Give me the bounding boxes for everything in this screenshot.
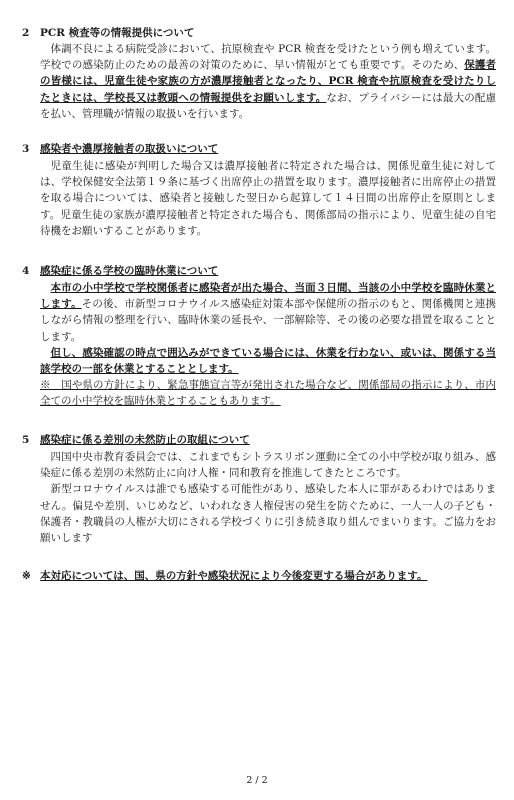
paragraph	[40, 345, 496, 377]
section-heading	[22, 433, 496, 447]
emphasis-underlined: 本市の小中学校で学校関係者に感染者が出た場合、当面３日間、当該の小中学校を臨時休業とします。	[40, 282, 496, 311]
section-title: 感染者や濃厚接触者の取扱いについて	[40, 143, 219, 155]
section-body	[40, 41, 496, 122]
emphasis-underlined: 但し、感染確認の時点で囲込みができている場合には、休業を行わない、或いは、関係する当該学校の一部を休業とすることとします。	[40, 346, 496, 376]
section-title: 感染症に係る差別の未然防止の取組について	[40, 434, 250, 446]
section-pcr-info	[22, 26, 496, 122]
note-mark: ※	[22, 570, 31, 582]
paragraph: 四国中央市教育委員会では、これまでもシトラスリボン運動に全ての小中学校が取り組み、感染症に係る差別の未然防止に向け人権・同和教育を推進してきたところです。	[40, 451, 496, 480]
section-heading	[22, 26, 496, 40]
section-temporary-closure	[22, 264, 496, 410]
section-body	[40, 158, 496, 239]
emphasis-underlined: 保護者の皆様には、児童生徒や家族の方が濃厚接触者となったり、PCR 検査や抗原検査を受けたりしたときには、学校長又は教頭への情報提供をお願いします。	[40, 59, 496, 104]
section-number: 2	[22, 27, 30, 39]
section-heading	[22, 142, 496, 156]
paragraph: 新型コロナウイルスは誰でも感染する可能性があり、感染した本人に罪があるわけではありません。偏見や差別、いじめなど、いわれなき人権侵害の発生を防ぐために、一人一人の子ども・保護者・教職員の人権が大切にされる学校づくりに引き続き取り組んでまいります。ご協力をお願いします	[40, 483, 496, 545]
section-body	[40, 280, 496, 410]
section-heading	[22, 264, 496, 278]
section-number: 5	[22, 434, 30, 446]
note-text: 本対応については、国、県の方針や感染状況により今後変更する場合があります。	[40, 570, 428, 582]
section-body	[40, 449, 496, 546]
section-discrimination-prevention	[22, 433, 496, 546]
section-title: PCR 検査等の情報提供について	[40, 27, 195, 39]
section-number: 3	[22, 143, 30, 155]
note-paragraph: ※ 国や県の方針により、緊急事態宣言等が発出された場合など、関係部局の指示により、市内全ての小中学校を臨時休業とすることもあります。	[40, 379, 496, 408]
section-title: 感染症に係る学校の臨時休業について	[40, 265, 219, 277]
section-number: 4	[22, 265, 30, 277]
page-number: 2 / 2	[246, 775, 268, 786]
paragraph: 体調不良による病院受診において、抗原検査や PCR 検査を受けたという例も増えています。学校での感染防止のための最善の対策のために、早い情報がとても重要です。そのため、保護者の皆様には、児童生徒や家族の方が濃厚接触者となったり、PCR 検査や抗原検査を受けたりしたときには、学校長又は教頭への情報提供をお願いします。なお、プライバシーには最大の配慮を払い、管理職が情報の取扱いを行います。	[40, 43, 496, 120]
closing-note	[22, 569, 496, 583]
paragraph: 本市の小中学校で学校関係者に感染者が出た場合、当面３日間、当該の小中学校を臨時休業とします。その後、市新型コロナウイルス感染症対策本部や保健所の指示のもと、関係機関と連携しながら情報の整理を行い、臨時休業の延長や、一部解除等、その後の必要な措置を取ることとします。	[40, 282, 496, 343]
section-infected-handling	[22, 142, 496, 239]
paragraph: 児童生徒に感染が判明した場合又は濃厚接触者に特定された場合は、関係児童生徒に対しては、学校保健安全法第１９条に基づく出席停止の措置を取ります。濃厚接触者に出席停止の措置を取る場合については、感染者と接触した翌日から起算して１４日間の出席停止を原則とします。児童生徒の家族が濃厚接触者と特定された場合も、関係部局の指示により、児童生徒の自宅待機をお願いすることがあります。	[40, 160, 496, 237]
